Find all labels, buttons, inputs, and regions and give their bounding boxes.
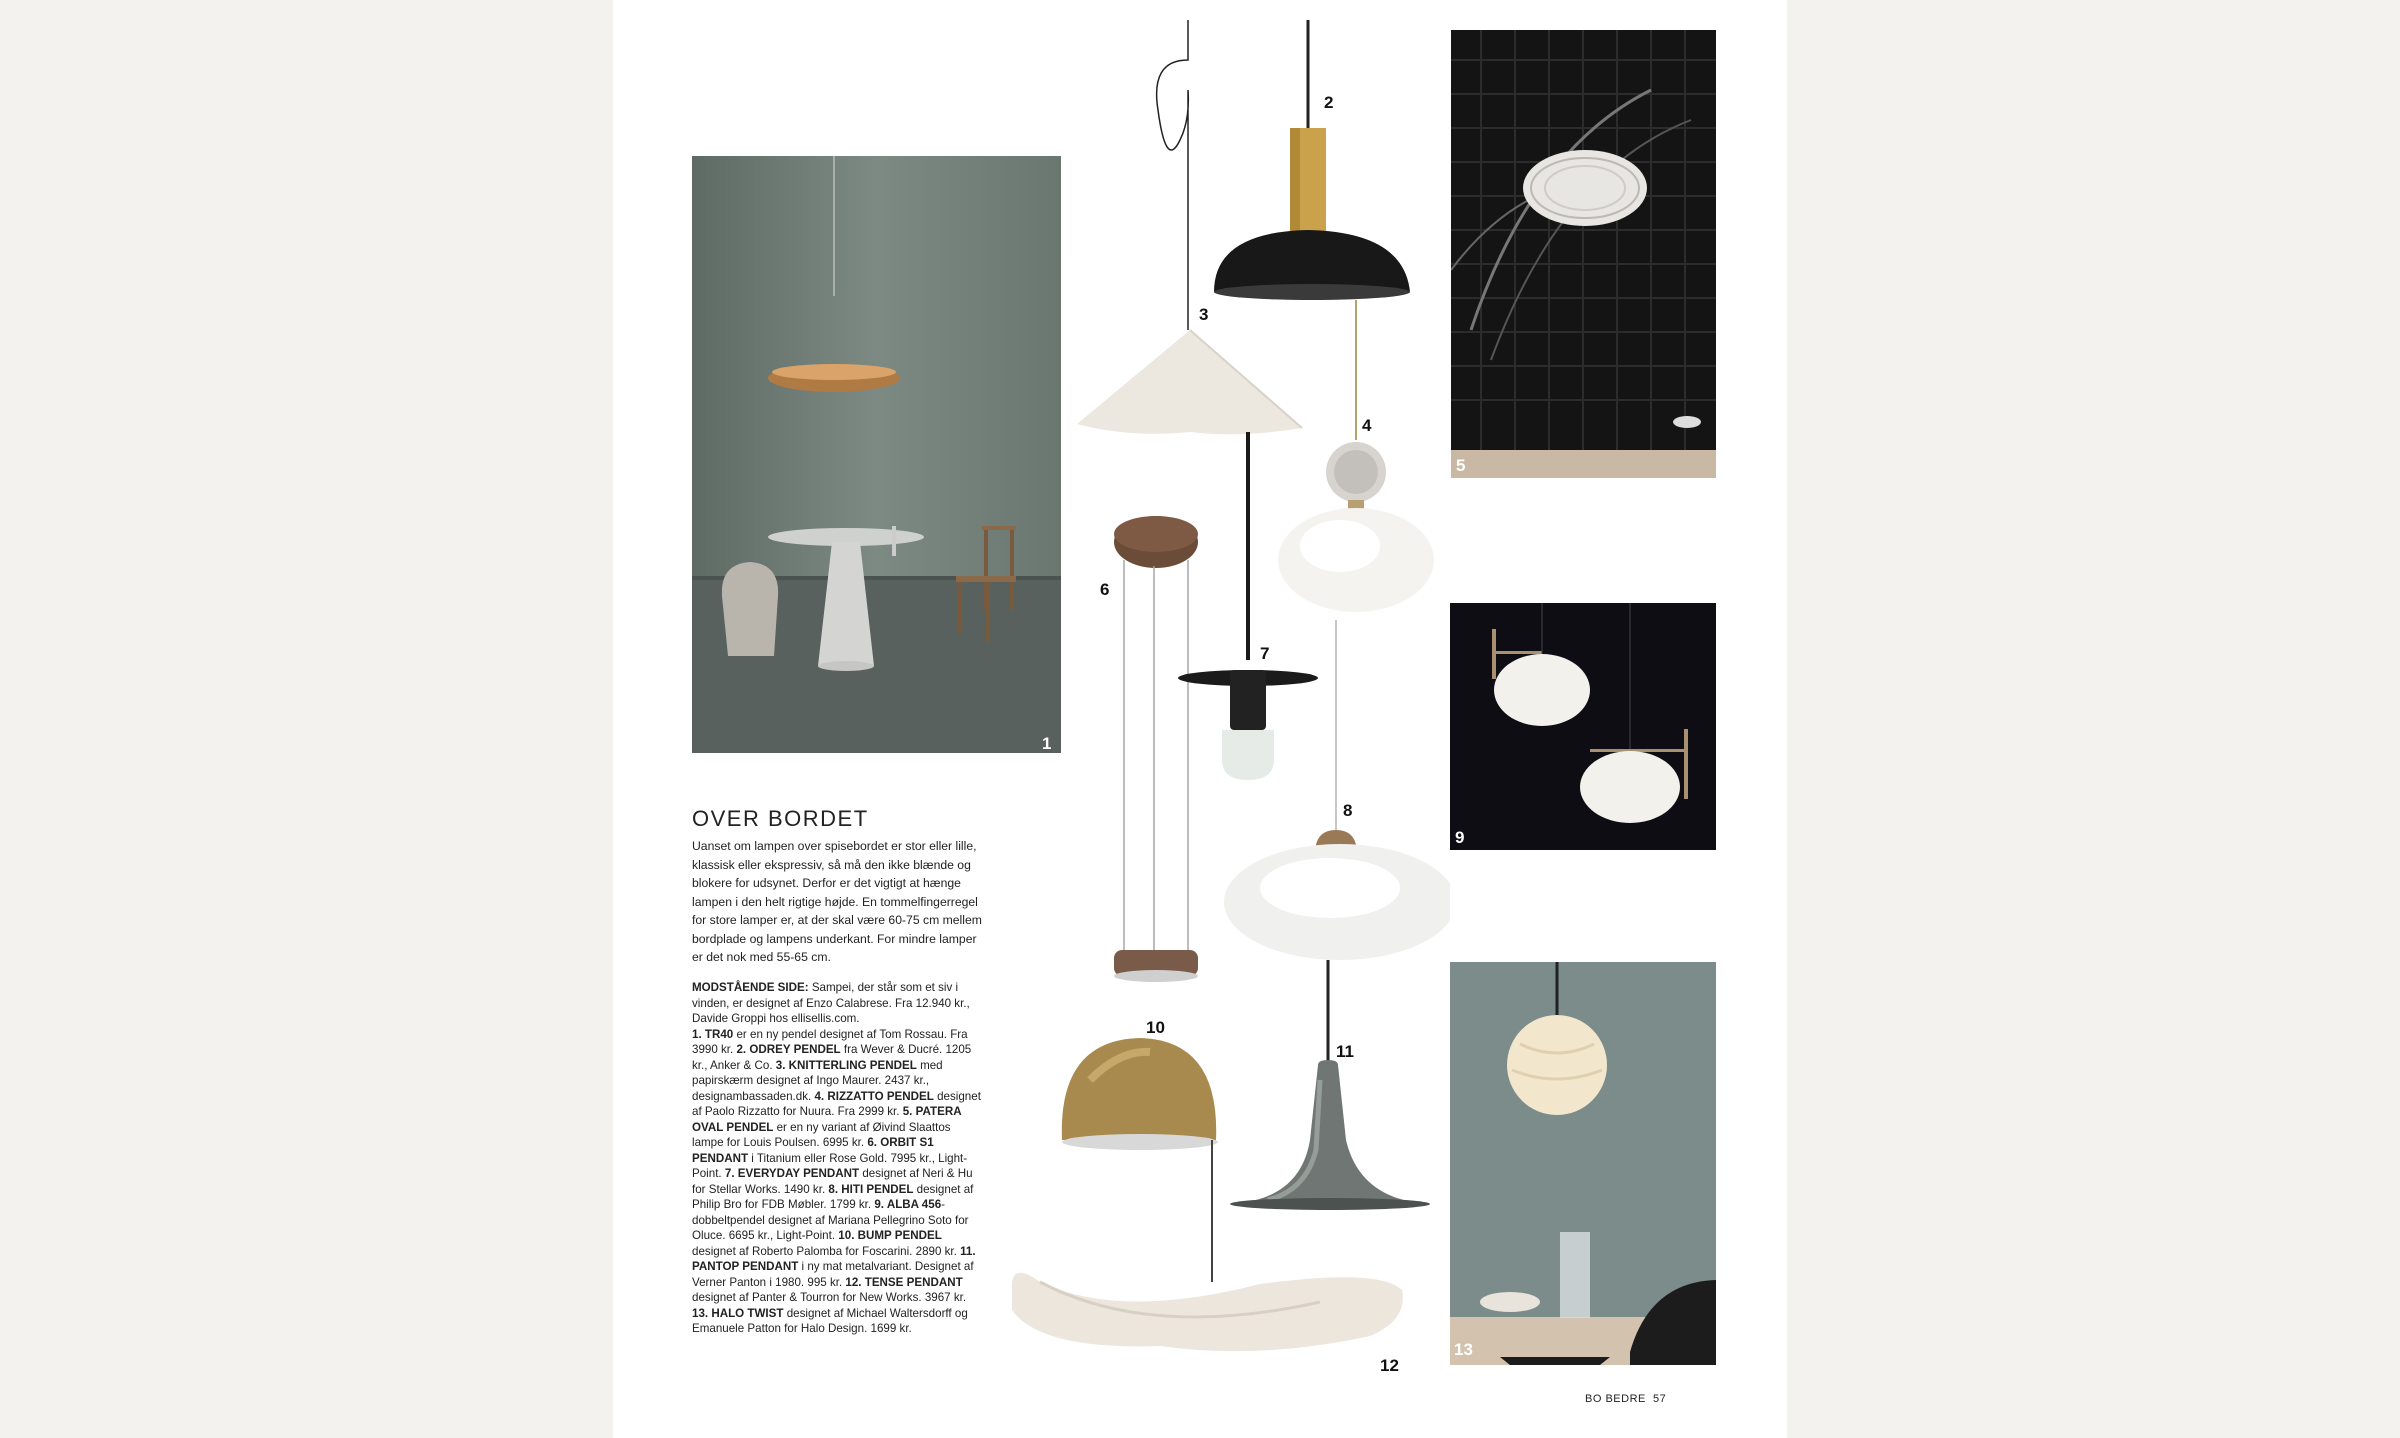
credit-title: 6. ORBIT S1 PENDANT — [692, 1136, 934, 1165]
credit-text: designet af Roberto Palomba for Foscarini. 2890 kr. — [692, 1244, 961, 1258]
lamp-7-everyday — [1178, 432, 1318, 780]
credit-title: 12. TENSE PENDANT — [845, 1275, 963, 1289]
credit-title: 1. TR40 — [692, 1027, 734, 1041]
product-credits — [692, 980, 982, 1337]
lamp-number: 3 — [1199, 305, 1209, 324]
photo-dark-tiles — [1451, 30, 1716, 478]
credit-text: i Titanium eller Rose Gold. 7995 kr., Light-Point. — [692, 1151, 968, 1180]
credit-title: 7. EVERYDAY PENDANT — [724, 1167, 860, 1180]
credit-text: designet af Panter & Tourron for New Works. 3967 kr. — [692, 1291, 967, 1304]
photo-number: 13 — [1454, 1340, 1473, 1359]
lamp-number: 12 — [1380, 1356, 1399, 1375]
photo-number: 9 — [1455, 828, 1465, 847]
credit-text: designet af Michael Waltersdorff og Emanuele Patton for Halo Design. 1699 kr. — [692, 1306, 968, 1335]
credit-title: 5. PATERA OVAL PENDEL — [692, 1105, 962, 1134]
credit-text: i ny mat metalvariant. Designet af Verner Panton i 1980. 995 kr. — [692, 1260, 974, 1289]
intro-paragraph: Uanset om lampen over spisebordet er stor eller lille, klassisk eller ekspressiv, så må den ikke blænde og blokere for udsynet. Derfor er det vigtigt at hænge lampen i den helt rigtige højde. En tommelfingerregel for store lamper er, at der skal være 60-75 cm mellem bordplade og lampens underkant. For mindre lamper er det nok med 55-65 cm. — [692, 839, 982, 964]
credit-text: -dobbeltpendel designet af Mariana Pellegrino Soto for Oluce. 6695 kr., Light-Point. — [692, 1198, 969, 1242]
credit-title: 9. ALBA 456 — [874, 1198, 942, 1211]
credit-title: 8. HITI PENDEL — [828, 1182, 914, 1196]
credit-title: 4. RIZZATTO PENDEL — [814, 1089, 934, 1103]
lamp-12-tense — [1012, 1235, 1403, 1351]
credit-title: 13. HALO TWIST — [692, 1306, 784, 1320]
credit-title: 3. KNITTERLING PENDEL — [775, 1058, 917, 1072]
lamp-6-orbit — [1114, 516, 1198, 982]
page-number: 57 — [1652, 1393, 1667, 1405]
credit-text: med papirskærm designet af Ingo Maurer. 2437 kr., designambassaden.dk. — [692, 1058, 943, 1103]
photo-number: 1 — [1042, 734, 1052, 753]
magazine-name: BO BEDRE — [1585, 1393, 1646, 1405]
credit-title: 2. ODREY PENDEL — [736, 1043, 841, 1056]
lamp-number: 7 — [1260, 644, 1270, 663]
lamp-4-rizzatto — [1278, 300, 1434, 612]
lamp-number: 6 — [1100, 580, 1110, 599]
credit-text: Sampei, der står som et siv i vinden, er designet af Enzo Calabrese. Fra 12.940 kr., Davide Groppi hos ellisellis.com. — [692, 981, 970, 1025]
lamp-number: 11 — [1336, 1042, 1354, 1061]
lamp-number: 4 — [1362, 416, 1372, 435]
credit-text: fra Wever & Ducré. 1205 kr., Anker & Co. — [692, 1043, 972, 1072]
credit-title: 11. PANTOP PENDANT — [692, 1244, 976, 1273]
lamp-number: 2 — [1324, 93, 1334, 112]
lamp-11-pantop — [1230, 960, 1430, 1210]
lamp-collage — [1000, 20, 1450, 1380]
lamp-number: 8 — [1343, 801, 1353, 820]
lamp-3-knitterling — [1077, 20, 1302, 434]
page-footer — [1585, 1393, 1666, 1405]
photo-halo-twist — [1450, 962, 1716, 1365]
lamp-10-bump — [1062, 1038, 1218, 1235]
credit-text: er en ny pendel designet af Tom Rossau. Fra 3990 kr. — [692, 1027, 968, 1056]
credit-text: designet af Neri & Hu for Stellar Works. 1490 kr. — [692, 1167, 973, 1196]
credit-title: MODSTÅENDE SIDE: — [692, 981, 809, 994]
photo-double-pendant — [1450, 603, 1716, 850]
credit-title: 10. BUMP PENDEL — [838, 1229, 942, 1242]
credit-text: designet af Philip Bro for FDB Møbler. 1799 kr. — [692, 1182, 974, 1211]
credit-text: er en ny variant af Øivind Slaattos lampe for Louis Poulsen. 6995 kr. — [692, 1120, 951, 1149]
lamp-2-odrey — [1214, 20, 1410, 300]
credit-text: designet af Paolo Rizzatto for Nuura. Fra 2999 kr. — [692, 1089, 981, 1118]
section-heading: OVER BORDET — [692, 806, 869, 831]
photo-number: 5 — [1456, 456, 1466, 475]
lamp-number: 10 — [1146, 1018, 1165, 1037]
